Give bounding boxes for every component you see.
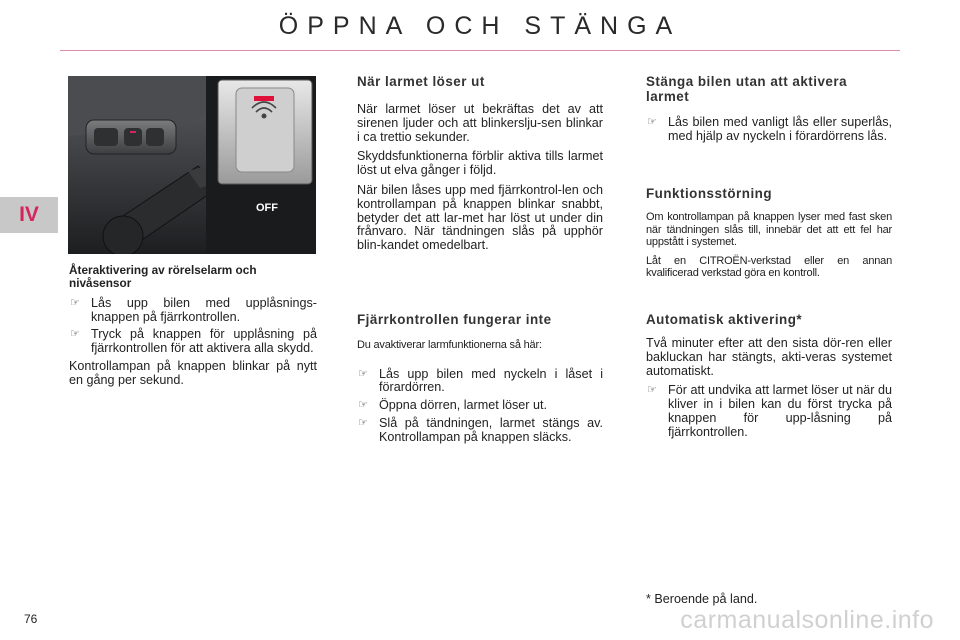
alarm-button-photo — [68, 76, 316, 254]
chapter-tab[interactable] — [0, 197, 58, 233]
indicator-paragraph: Kontrollampan på knappen blinkar på nytt en gång per sekund. — [69, 359, 317, 387]
pointing-hand-icon: ☞ — [647, 116, 657, 128]
paragraph: Två minuter efter att den sista dör-ren eller bakluckan har stängts, akti-veras systemet automatiskt. — [646, 336, 892, 378]
pointing-hand-icon: ☞ — [358, 416, 368, 429]
reactivation-heading: Återaktivering av rörelselarm och nivåsensor — [69, 263, 257, 291]
lock-without-alarm-heading: Stänga bilen utan att aktivera larmet — [646, 74, 848, 104]
pointing-hand-icon: ☞ — [647, 384, 657, 397]
alarm-indicator-light — [254, 96, 274, 101]
pointing-hand-icon: ☞ — [70, 296, 80, 309]
chapter-tab-label: IV — [19, 203, 39, 226]
column-1 — [69, 264, 317, 394]
pointing-hand-icon: ☞ — [358, 399, 368, 412]
column-3-malfunction — [646, 186, 892, 286]
pointing-hand-icon: ☞ — [70, 328, 80, 341]
automatic-activation-heading: Automatisk aktivering* — [646, 312, 803, 327]
paragraph: Om kontrollampan på knappen lyser med fast sken när tändningen slås till, innebär det att ett fel har uppstått i systemet. — [646, 211, 892, 249]
list-item: ☞ Lås upp bilen med nyckeln i låset i förardörren. — [358, 366, 603, 395]
list-item: ☞ Lås upp bilen med upplåsnings-knappen på fjärrkontrollen. — [70, 295, 317, 324]
alarm-triggered-heading: När larmet löser ut — [357, 74, 485, 89]
list-item: ☞ För att undvika att larmet löser ut när du kliver in i bilen kan du först trycka på knappen för upp-låsning på fjärrkontrollen. — [647, 383, 892, 439]
paragraph: När bilen låses upp med fjärrkontrol-len och kontrollampan på knappen blinkar snabbt, betyder det att lar-met har löst ut under din frånvaro. När tändningen slås på upphör blin-kandet omedelbart. — [357, 182, 603, 253]
off-label: OFF — [256, 202, 278, 214]
column-2 — [357, 74, 603, 259]
watermark: carmanualsonline.info — [680, 606, 934, 634]
title-divider — [60, 50, 900, 51]
remote-not-working-heading: Fjärrkontrollen fungerar inte — [357, 312, 552, 327]
list-item: ☞ Öppna dörren, larmet löser ut. — [358, 398, 547, 413]
column-3 — [646, 74, 892, 148]
footnote: * Beroende på land. — [646, 592, 758, 606]
pointing-hand-icon: ☞ — [358, 367, 368, 380]
column-2-lower — [357, 312, 603, 449]
list-item: ☞ Slå på tändningen, larmet stängs av. Kontrollampan på knappen släcks. — [358, 415, 603, 444]
paragraph: Skyddsfunktionerna förblir aktiva tills larmet löst ut elva gånger i följd. — [357, 149, 603, 178]
dashboard-illustration — [68, 76, 316, 254]
page-title: ÖPPNA OCH STÄNGA — [278, 12, 682, 40]
page-number: 76 — [24, 612, 38, 626]
list-item: ☞ Tryck på knappen för upplåsning på fjärrkontrollen för att aktivera alla skydd. — [70, 327, 317, 356]
column-3-auto — [646, 312, 892, 444]
malfunction-heading: Funktionsstörning — [646, 186, 773, 201]
paragraph: Låt en CITROËN-verkstad eller en annan kvalificerad verkstad göra en kontroll. — [646, 254, 892, 280]
list-item: ☞ Lås bilen med vanligt lås eller superlås, med hjälp av nyckeln i förardörrens lås. — [647, 115, 892, 143]
paragraph: När larmet löser ut bekräftas det av att sirenen ljuder och att blinkerslju-sen blinkar i ca trettio sekunder. — [357, 102, 603, 144]
paragraph: Du avaktiverar larmfunktionerna så här: — [357, 339, 542, 351]
